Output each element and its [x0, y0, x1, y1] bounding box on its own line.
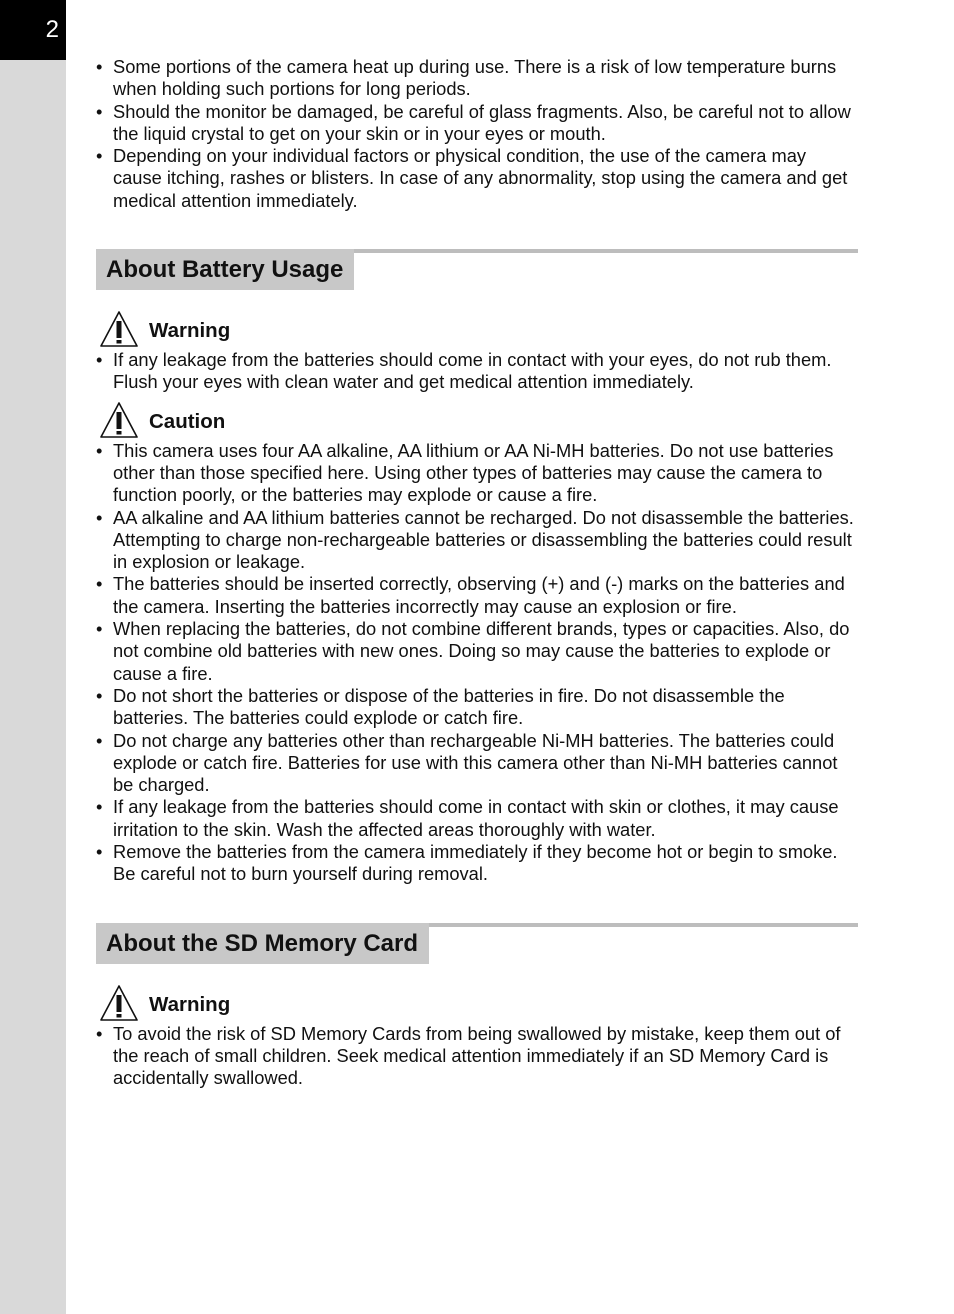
warning-triangle-icon [99, 984, 139, 1022]
warning-label: Warning [149, 319, 231, 343]
list-item: • Do not short the batteries or dispose of the batteries in fire. Do not disassemble the batteries. The batteries could explode or catch fire. [96, 685, 858, 730]
list-item: • Depending on your individual factors or physical condition, the use of the camera may cause itching, rashes or blisters. In case of any abnormality, stop using the camera and get medical attention immediately. [96, 145, 858, 212]
sd-warning-list [96, 1023, 858, 1090]
list-item: • To avoid the risk of SD Memory Cards from being swallowed by mistake, keep them out of the reach of small children. Seek medical attention immediately if an SD Memory Card is accidentally swallowed. [96, 1023, 858, 1090]
list-item: • AA alkaline and AA lithium batteries cannot be recharged. Do not disassemble the batteries. Attempting to charge non-rechargeable batteries or disassembling the batteries could result in explosion or leakage. [96, 507, 858, 574]
list-item: • Some portions of the camera heat up during use. There is a risk of low temperature burns when holding such portions for long periods. [96, 56, 858, 101]
section-title: About the SD Memory Card [96, 923, 429, 964]
section-title: About Battery Usage [96, 249, 354, 290]
battery-section-heading [96, 249, 858, 290]
intro-bullet-list [96, 56, 858, 212]
caution-notice [99, 400, 858, 440]
side-margin-strip [0, 0, 66, 1314]
page-number-text: 2 [45, 16, 59, 43]
list-item: • Do not charge any batteries other than rechargeable Ni-MH batteries. The batteries could explode or catch fire. Batteries for use with this camera other than Ni-MH batteries cannot be charged. [96, 730, 858, 797]
list-item: • Remove the batteries from the camera immediately if they become hot or begin to smoke. Be careful not to burn yourself during removal. [96, 841, 858, 886]
battery-caution-list [96, 440, 858, 886]
warning-notice [99, 983, 858, 1023]
caution-triangle-icon [99, 401, 139, 439]
list-item: • Should the monitor be damaged, be careful of glass fragments. Also, be careful not to allow the liquid crystal to get on your skin or in your eyes or mouth. [96, 101, 858, 146]
warning-notice [99, 309, 858, 349]
caution-label: Caution [149, 409, 226, 433]
page-number [0, 0, 66, 60]
battery-warning-list [96, 349, 858, 394]
warning-label: Warning [149, 992, 231, 1016]
page-content [96, 56, 858, 1090]
list-item: • If any leakage from the batteries should come in contact with skin or clothes, it may cause irritation to the skin. Wash the affected areas thoroughly with water. [96, 796, 858, 841]
sd-card-section-heading [96, 923, 858, 964]
list-item: • When replacing the batteries, do not combine different brands, types or capacities. Also, do not combine old batteries with new ones. Doing so may cause the batteries to explode or cause a fire. [96, 618, 858, 685]
list-item: • If any leakage from the batteries should come in contact with your eyes, do not rub them. Flush your eyes with clean water and get medical attention immediately. [96, 349, 858, 394]
warning-triangle-icon [99, 310, 139, 348]
list-item: • This camera uses four AA alkaline, AA lithium or AA Ni-MH batteries. Do not use batteries other than those specified here. Using other types of batteries may cause the camera to function poorly, or the batteries may explode or cause a fire. [96, 440, 858, 507]
list-item: • The batteries should be inserted correctly, observing (+) and (-) marks on the batteries and the camera. Inserting the batteries incorrectly may cause an explosion or fire. [96, 573, 858, 618]
